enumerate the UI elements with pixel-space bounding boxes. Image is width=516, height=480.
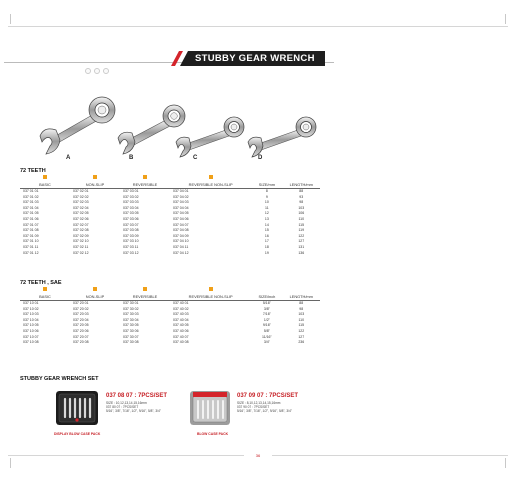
table-cell: 5/16": [262, 301, 271, 305]
table-cell: 037 02 10: [73, 239, 89, 244]
wrench-label-b: B: [129, 155, 134, 161]
table-cell: 037 20 03: [73, 312, 89, 317]
table-cell: 127: [298, 239, 305, 244]
table-cell: 1/2": [263, 317, 270, 322]
table-cell: 037 04 04: [173, 205, 189, 210]
table-cell: 037 20 01: [73, 301, 89, 305]
wrench-label-d: D: [258, 155, 263, 161]
table-cell: 037 20 07: [73, 334, 89, 339]
table-cell: 037 01 11: [23, 244, 39, 249]
column-header: REVERSIBLE NON-SLIP: [170, 287, 251, 301]
table-cell: 037 30 04: [123, 317, 139, 322]
column-header: LENGTH/mm: [283, 175, 321, 189]
table-cell: 5/8": [263, 328, 270, 333]
table-cell: 037 10 01: [23, 301, 39, 305]
column-header: NON-SLIP: [70, 287, 120, 301]
table-cell: 037 10 08: [23, 340, 39, 345]
table-cell: 037 30 08: [123, 340, 139, 345]
table-cell: 037 40 02: [173, 306, 189, 311]
table-cell: 037 03 10: [123, 239, 139, 244]
table-cell: 18: [264, 244, 269, 249]
table-cell: 037 01 08: [23, 228, 39, 233]
table-cell: 037 01 02: [23, 194, 39, 199]
table-cell: 037 04 07: [173, 222, 189, 227]
blow-case-pack-image: [190, 391, 230, 425]
table-cell: 19: [264, 250, 269, 255]
table-cell: 037 30 07: [123, 334, 139, 339]
display-pack-image: [56, 391, 98, 425]
table-cell: 037 01 06: [23, 216, 39, 221]
header-marker: [209, 175, 213, 179]
table-cell: 037 10 04: [23, 317, 39, 322]
table-cell: 88: [299, 301, 304, 305]
wrench-image-d: [244, 112, 326, 162]
table-cell: 3/8": [263, 306, 270, 311]
table-cell: 037 20 08: [73, 340, 89, 345]
wrench-label-a: A: [66, 155, 71, 161]
table-cell: 037 40 07: [173, 334, 189, 339]
table-cell: 037 03 06: [123, 216, 139, 221]
table-cell: 115: [298, 323, 305, 328]
set-model-1: 037 80 07 : 7PCS/SET: [106, 405, 139, 409]
table-cell: 037 01 01: [23, 189, 39, 193]
table-cell: 12: [264, 211, 269, 216]
table-cell: 122: [298, 233, 305, 238]
table-row: [20, 340, 320, 346]
column-header: BASIC: [20, 287, 70, 301]
column-header: REVERSIBLE: [120, 175, 170, 189]
table-cell: 037 40 01: [173, 301, 189, 305]
table-cell: 115: [298, 222, 305, 227]
table-cell: 037 02 11: [73, 244, 89, 249]
sae-table: [20, 287, 320, 346]
set-code-2: 037 09 07 : 7PCS/SET: [237, 393, 299, 399]
column-header: BASIC: [20, 175, 70, 189]
table-cell: 037 02 06: [73, 216, 89, 221]
column-header: SIZE/mm: [251, 175, 282, 189]
table-cell: 037 02 09: [73, 233, 89, 238]
table-cell: 037 04 08: [173, 228, 189, 233]
metric-table: [20, 175, 320, 256]
title-accent: [171, 51, 183, 66]
table-cell: 037 02 08: [73, 228, 89, 233]
crop-mark: [505, 14, 506, 24]
crop-mark: [10, 458, 11, 468]
header-marker: [143, 287, 147, 291]
table-cell: 037 40 08: [173, 340, 189, 345]
table-cell: 037 03 11: [123, 244, 139, 249]
table-cell: 037 01 05: [23, 211, 39, 216]
wrench-image-a: [36, 92, 126, 158]
wrench-label-c: C: [193, 155, 198, 161]
table-cell: 037 03 08: [123, 228, 139, 233]
column-header: REVERSIBLE: [120, 287, 170, 301]
table-cell: 16: [264, 233, 269, 238]
table-cell: 037 03 12: [123, 250, 139, 255]
set-size-2: SIZE : 8,10,12,13,14,15,16mm: [237, 401, 281, 405]
table-cell: 037 02 12: [73, 250, 89, 255]
table-cell: 122: [298, 328, 305, 333]
table-cell: 7/16": [262, 312, 271, 317]
table-cell: 110: [298, 216, 305, 221]
column-header: REVERSIBLE NON-SLIP: [170, 175, 251, 189]
table-cell: 9: [265, 194, 268, 199]
wrench-image-c: [172, 112, 254, 162]
header-marker: [43, 175, 47, 179]
table-cell: 037 03 01: [123, 189, 139, 193]
table-cell: 037 03 04: [123, 205, 139, 210]
table-cell: 037 03 05: [123, 211, 139, 216]
table-cell: 037 04 02: [173, 194, 189, 199]
table-cell: 037 04 01: [173, 189, 189, 193]
table-cell: 037 03 02: [123, 194, 139, 199]
crop-mark: [505, 458, 506, 468]
table-cell: 136: [298, 250, 305, 255]
table-cell: 037 01 09: [23, 233, 39, 238]
table-cell: 037 01 12: [23, 250, 39, 255]
table-cell: 037 02 02: [73, 194, 89, 199]
table-cell: 037 01 04: [23, 205, 39, 210]
table-cell: 037 02 05: [73, 211, 89, 216]
header-marker: [143, 175, 147, 179]
table-cell: 037 02 01: [73, 189, 89, 193]
table-cell: 037 30 02: [123, 306, 139, 311]
column-header: LENGTH/mm: [283, 287, 321, 301]
page-number: 36: [244, 452, 272, 459]
set-model-2: 037 90 07 : 7PCS/SET: [237, 405, 270, 409]
table-cell: 8: [265, 189, 268, 193]
table-cell: 131: [298, 244, 305, 249]
table-cell: 106: [298, 211, 305, 216]
table-cell: 037 01 07: [23, 222, 39, 227]
set-inch-1: 5/16", 3/8", 7/16", 1/2", 9/16", 5/8", 3/4": [106, 409, 161, 413]
table-cell: 3/4": [263, 340, 270, 345]
header-marker: [93, 175, 97, 179]
set-inch-2: 5/16", 3/8", 7/16", 1/2", 9/16", 5/8", 3/4": [237, 409, 292, 413]
table-cell: 98: [299, 306, 304, 311]
table-cell: 037 02 07: [73, 222, 89, 227]
table-cell: 037 40 04: [173, 317, 189, 322]
table-cell: 037 40 05: [173, 323, 189, 328]
table-cell: 037 04 10: [173, 239, 189, 244]
table-cell: 11: [265, 205, 269, 210]
table-cell: 037 04 12: [173, 250, 189, 255]
table-cell: 11/16": [262, 334, 272, 339]
table-cell: 037 20 05: [73, 323, 89, 328]
table-cell: 037 04 05: [173, 211, 189, 216]
table-cell: 127: [298, 334, 305, 339]
table-cell: 037 10 02: [23, 306, 39, 311]
set-code-1: 037 08 07 : 7PCS/SET: [106, 393, 168, 399]
header-marker: [43, 287, 47, 291]
table-cell: 037 30 03: [123, 312, 139, 317]
header-dots: [85, 68, 109, 74]
table-cell: 103: [298, 205, 305, 210]
table-cell: 037 03 03: [123, 200, 139, 205]
column-header: SIZE/inch: [251, 287, 282, 301]
table-cell: 037 10 06: [23, 328, 39, 333]
table-cell: 98: [299, 200, 304, 205]
table-cell: 037 20 04: [73, 317, 89, 322]
table-cell: 13: [264, 216, 269, 221]
table-cell: 037 04 09: [173, 233, 189, 238]
top-rule: [8, 26, 508, 27]
table-cell: 037 02 03: [73, 200, 89, 205]
table-cell: 037 40 06: [173, 328, 189, 333]
table-cell: 037 10 05: [23, 323, 39, 328]
table-cell: 119: [298, 228, 305, 233]
set-section-title: STUBBY GEAR WRENCH SET: [20, 376, 99, 382]
header-marker: [209, 287, 213, 291]
table-cell: 037 04 06: [173, 216, 189, 221]
sae-table-title: 72 TEETH , SAE: [20, 280, 62, 286]
table-cell: 9/16": [262, 323, 271, 328]
table-cell: 93: [299, 194, 304, 199]
table-cell: 037 03 07: [123, 222, 139, 227]
table-cell: 037 40 03: [173, 312, 189, 317]
table-cell: 037 01 03: [23, 200, 39, 205]
crop-mark: [10, 14, 11, 24]
set-caption-2: BLOW CASE PACK: [197, 432, 229, 436]
table-cell: 110: [298, 317, 305, 322]
table-cell: 037 02 04: [73, 205, 89, 210]
table-cell: 10: [264, 200, 269, 205]
table-cell: 15: [264, 228, 269, 233]
table-cell: 037 10 07: [23, 334, 39, 339]
table-cell: 037 03 09: [123, 233, 139, 238]
metric-table-title: 72 TEETH: [20, 168, 46, 174]
page-title: STUBBY GEAR WRENCH: [195, 53, 315, 64]
table-cell: 037 30 01: [123, 301, 139, 305]
table-cell: 037 10 03: [23, 312, 39, 317]
header-marker: [93, 287, 97, 291]
table-cell: 17: [264, 239, 269, 244]
table-cell: 103: [298, 312, 305, 317]
table-cell: 037 04 11: [173, 244, 189, 249]
table-cell: 037 30 05: [123, 323, 139, 328]
set-caption-1: DISPLAY BLOW CASE PACK: [54, 432, 101, 436]
table-cell: 037 20 02: [73, 306, 89, 311]
table-cell: 037 30 06: [123, 328, 139, 333]
table-cell: 88: [299, 189, 304, 193]
table-cell: 037 20 06: [73, 328, 89, 333]
set-size-1: SIZE : 10,12,13,14,15,16mm: [106, 401, 147, 405]
table-cell: 236: [298, 340, 305, 345]
table-cell: 14: [264, 222, 269, 227]
column-header: NON-SLIP: [70, 175, 120, 189]
table-row: [20, 251, 320, 257]
table-cell: 037 04 03: [173, 200, 189, 205]
table-cell: 037 01 10: [23, 239, 39, 244]
